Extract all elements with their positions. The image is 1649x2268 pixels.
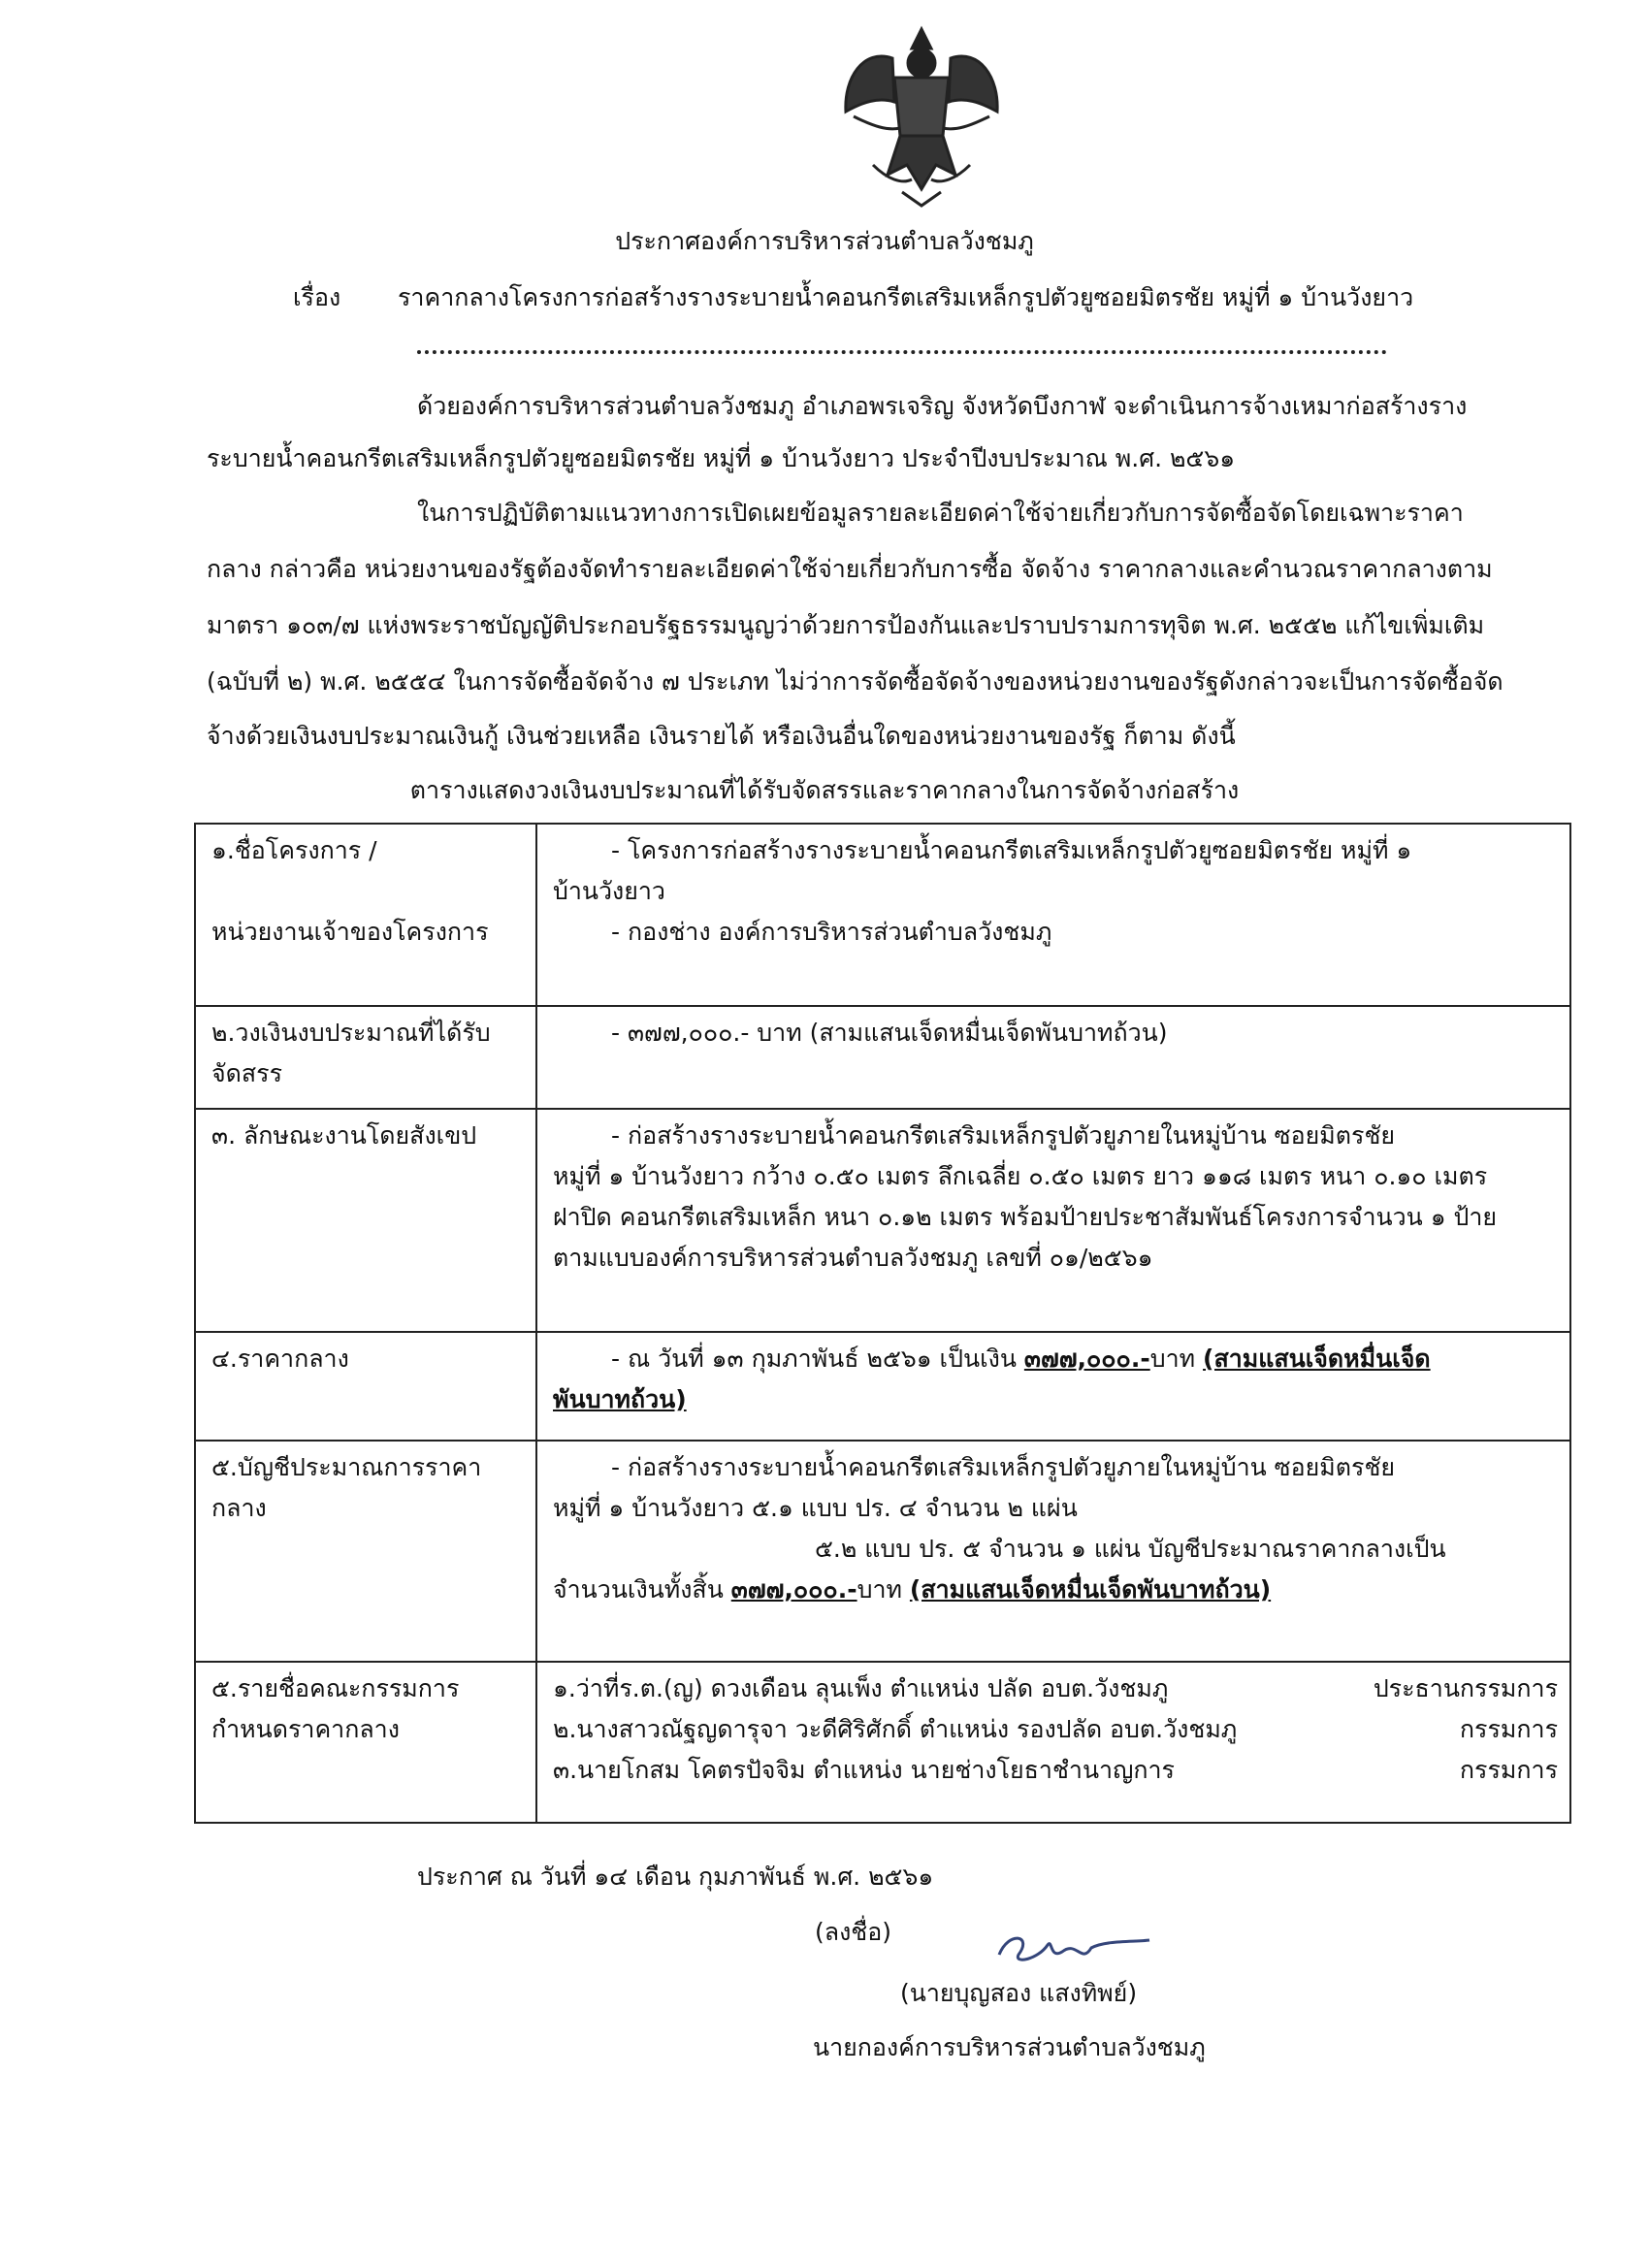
work-summary-label: ๓. ลักษณะงานโดยสังเขป (211, 1121, 477, 1150)
median-price-words-cont: พันบาทถ้วน) (553, 1385, 687, 1413)
dotted-divider (417, 344, 1387, 354)
estimate-total-label: จำนวนเงินทั้งสิ้น (553, 1575, 731, 1604)
project-name-value-cont: บ้านวังยาว (553, 877, 665, 905)
median-price-words: (สามแสนเจ็ดหมื่นเจ็ด (1203, 1345, 1431, 1373)
table-row (195, 1006, 1570, 1109)
baht-unit: บาท (857, 1575, 910, 1604)
committee-label: ๕.รายชื่อคณะกรรมการ (211, 1674, 460, 1702)
estimate-total-amount: ๓๗๗,๐๐๐.- (730, 1575, 857, 1604)
row-value (536, 1662, 1570, 1823)
project-name-value: - โครงการก่อสร้างรางระบายน้ำคอนกรีตเสริมเหล็กรูปตัวยูซอยมิตรชัย หมู่ที่ ๑ (611, 836, 1412, 864)
project-owner-label: หน่วยงานเจ้าของโครงการ (211, 918, 489, 946)
row-value (536, 1441, 1570, 1662)
committee-label-cont: กำหนดราคากลาง (211, 1715, 400, 1743)
estimate-label: ๕.บัญชีประมาณการราคา (211, 1453, 482, 1481)
signed-label: (ลงชื่อ) (815, 1918, 892, 1946)
committee-member-role: กรรมการ (1459, 1756, 1558, 1784)
median-price-date: - ณ วันที่ ๑๓ กุมภาพันธ์ ๒๕๖๑ เป็นเงิน (611, 1345, 1024, 1373)
subject-label: เรื่อง (293, 283, 341, 311)
baht-unit: บาท (1149, 1345, 1204, 1373)
row-value (536, 1006, 1570, 1109)
committee-member-name: ๓.นายโกสม โคตรปัจจิม ตำแหน่ง นายช่างโยธาชำนาญการ (553, 1756, 1175, 1784)
intro-line-7: จ้างด้วยเงินงบประมาณเงินกู้ เงินช่วยเหลือ เงินรายได้ หรือเงินอื่นใดของหน่วยงานของรัฐ ก็ตาม ดังนี้ (207, 722, 1236, 750)
row-label (195, 1109, 536, 1332)
signer-position: นายกองค์การบริหารส่วนตำบลวังชมภู (813, 2033, 1206, 2061)
estimate-label-cont: กลาง (211, 1494, 267, 1522)
table-row (195, 824, 1570, 1006)
row-label (195, 1441, 536, 1662)
estimate-line-1: - ก่อสร้างรางระบายน้ำคอนกรีตเสริมเหล็กรูปตัวยูภายในหมู่บ้าน ซอยมิตรชัย (611, 1453, 1396, 1481)
work-summary-line-2: หมู่ที่ ๑ บ้านวังยาว กว้าง ๐.๕๐ เมตร ลึกเฉลี่ย ๐.๕๐ เมตร ยาว ๑๑๘ เมตร หนา ๐.๑๐ เมตร (553, 1162, 1488, 1190)
project-owner-value: - กองช่าง องค์การบริหารส่วนตำบลวังชมภู (611, 918, 1052, 946)
budget-label: ๒.วงเงินงบประมาณที่ได้รับ (211, 1019, 491, 1047)
row-value (536, 1109, 1570, 1332)
estimate-line-3: ๕.๒ แบบ ปร. ๕ จำนวน ๑ แผ่น บัญชีประมาณราคากลางเป็น (815, 1535, 1446, 1563)
committee-member-role: ประธานกรรมการ (1373, 1674, 1558, 1702)
committee-member (553, 1669, 1558, 1709)
median-price-label: ๔.ราคากลาง (211, 1345, 349, 1373)
table-caption: ตารางแสดงวงเงินงบประมาณที่ได้รับจัดสรรและราคากลางในการจัดจ้างก่อสร้าง (409, 776, 1240, 804)
row-label (195, 1662, 536, 1823)
row-label (195, 1332, 536, 1441)
committee-member (553, 1750, 1558, 1791)
row-value (536, 1332, 1570, 1441)
budget-value: - ๓๗๗,๐๐๐.- บาท (สามแสนเจ็ดหมื่นเจ็ดพันบาทถ้วน) (611, 1019, 1168, 1047)
committee-member-role: กรรมการ (1459, 1715, 1558, 1743)
signature-icon (989, 1911, 1154, 1979)
intro-line-3: ในการปฏิบัติตามแนวทางการเปิดเผยข้อมูลรายละเอียดค่าใช้จ่ายเกี่ยวกับการจัดซื้อจัดโดยเฉพาะราคา (417, 499, 1464, 527)
work-summary-line-3: ฝาปิด คอนกรีตเสริมเหล็ก หนา ๐.๑๒ เมตร พร้อมป้ายประชาสัมพันธ์โครงการจำนวน ๑ ป้าย (553, 1203, 1498, 1231)
intro-line-4: กลาง กล่าวคือ หน่วยงานของรัฐต้องจัดทำรายละเอียดค่าใช้จ่ายเกี่ยวกับการซื้อ จัดจ้าง ราคากลางและคำนวณราคากลางตาม (207, 555, 1493, 583)
intro-line-6: (ฉบับที่ ๒) พ.ศ. ๒๕๕๔ ในการจัดซื้อจัดจ้าง ๗ ประเภท ไม่ว่าการจัดซื้อจัดจ้างของหน่วยงานของรัฐดังกล่าวจะเป็นการจัดซื้อจัด (207, 667, 1504, 696)
budget-label-cont: จัดสรร (211, 1059, 282, 1087)
intro-line-1: ด้วยองค์การบริหารส่วนตำบลวังชมภู อำเภอพรเจริญ จังหวัดบึงกาฬ จะดำเนินการจ้างเหมาก่อสร้างราง (417, 392, 1468, 420)
page-title: ประกาศองค์การบริหารส่วนตำบลวังชมภู (615, 227, 1034, 255)
announce-date: ประกาศ ณ วันที่ ๑๔ เดือน กุมภาพันธ์ พ.ศ. ๒๕๖๑ (417, 1863, 934, 1891)
row-label (195, 1006, 536, 1109)
table-row (195, 1662, 1570, 1823)
garuda-emblem-icon (834, 19, 1009, 209)
work-summary-line-4: ตามแบบองค์การบริหารส่วนตำบลวังชมภู เลขที่ ๐๑/๒๕๖๑ (553, 1244, 1153, 1272)
subject-text: ราคากลางโครงการก่อสร้างรางระบายน้ำคอนกรีตเสริมเหล็กรูปตัวยูซอยมิตรชัย หมู่ที่ ๑ บ้านวังยาว (398, 283, 1414, 311)
committee-member-name: ๒.นางสาวณัฐญดารุจา วะดีศิริศักดิ์ ตำแหน่ง รองปลัด อบต.วังชมภู (553, 1715, 1238, 1743)
estimate-line-4 (553, 1570, 1558, 1610)
signer-name: (นายบุญสอง แสงทิพย์) (900, 1979, 1138, 2007)
table-row (195, 1441, 1570, 1662)
estimate-line-2: หมู่ที่ ๑ บ้านวังยาว ๕.๑ แบบ ปร. ๔ จำนวน ๒ แผ่น (553, 1494, 1078, 1522)
committee-member (553, 1709, 1558, 1750)
estimate-total-words: (สามแสนเจ็ดหมื่นเจ็ดพันบาทถ้วน) (909, 1575, 1272, 1604)
intro-line-5: มาตรา ๑๐๓/๗ แห่งพระราชบัญญัติประกอบรัฐธรรมนูญว่าด้วยการป้องกันและปราบปรามการทุจิต พ.ศ. ๒๕๕๒ แก้ไขเพิ่มเติม (207, 611, 1485, 639)
row-value (536, 824, 1570, 1006)
row-label (195, 824, 536, 1006)
intro-line-2: ระบายน้ำคอนกรีตเสริมเหล็กรูปตัวยูซอยมิตรชัย หมู่ที่ ๑ บ้านวังยาว ประจำปีงบประมาณ พ.ศ. ๒๕๖๑ (207, 444, 1236, 472)
project-name-label: ๑.ชื่อโครงการ / (211, 836, 377, 864)
budget-table (194, 823, 1571, 1824)
committee-member-name: ๑.ว่าที่ร.ต.(ญ) ดวงเดือน ลุนเพ็ง ตำแหน่ง ปลัด อบต.วังชมภู (553, 1674, 1169, 1702)
work-summary-line-1: - ก่อสร้างรางระบายน้ำคอนกรีตเสริมเหล็กรูปตัวยูภายในหมู่บ้าน ซอยมิตรชัย (611, 1121, 1396, 1150)
table-row (195, 1332, 1570, 1441)
median-price-amount: ๓๗๗,๐๐๐.- (1023, 1345, 1150, 1373)
median-price-line-1 (553, 1339, 1431, 1379)
table-row (195, 1109, 1570, 1332)
